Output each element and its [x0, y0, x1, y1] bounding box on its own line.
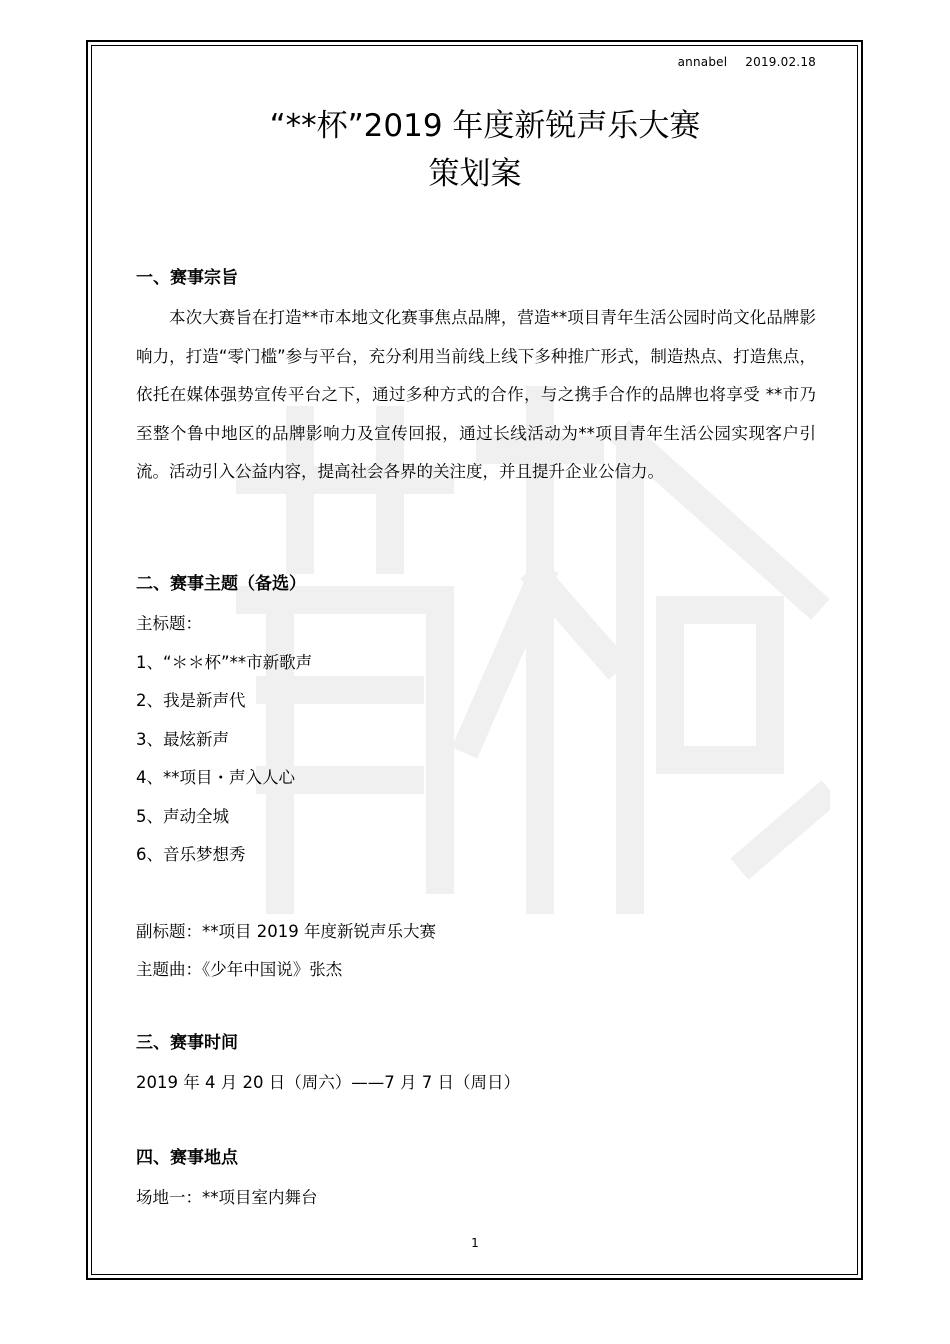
subtitle-line: 副标题：**项目 2019 年度新锐声乐大赛 — [136, 921, 436, 941]
header-meta — [678, 55, 816, 69]
event-time: 2019 年 4 月 20 日（周六）——7 月 7 日（周日） — [136, 1073, 520, 1092]
section-time — [136, 1031, 816, 1103]
list-item: 3、最炫新声 — [136, 729, 229, 749]
section-heading: 一、赛事宗旨 — [136, 268, 238, 288]
author-name: annabel — [677, 55, 728, 69]
purpose-paragraph: 本次大赛旨在打造**市本地文化赛事焦点品牌，营造**项目青年生活公园时尚文化品牌影响力，打造“零门槛”参与平台，充分利用当前线上线下多种推广形式，制造热点、打造焦点，依托在媒体强势宣传平台之下，通过多种方式的合作，与之携手合作的品牌也将享受 **市乃至整个鲁中地区的品牌影响力及宣传回报，通过长线活动为**项目青年生活公园实现客户引流。活动引入公益内容，提高社会各界的关注度，并且提升企业公信力。 — [136, 308, 816, 481]
section-heading: 二、赛事主题（备选） — [136, 574, 306, 594]
list-item: 1、“＊＊杯”**市新歌声 — [136, 652, 313, 672]
section-theme — [136, 572, 816, 990]
list-item: 4、**项目・声入人心 — [136, 768, 295, 787]
section-venue — [136, 1146, 816, 1218]
theme-song-line: 主题曲：《少年中国说》张杰 — [136, 960, 343, 979]
section-heading: 四、赛事地点 — [136, 1148, 238, 1168]
list-item: 6、音乐梦想秀 — [136, 845, 246, 864]
list-item: 5、声动全城 — [136, 806, 229, 826]
section-heading: 三、赛事时间 — [136, 1033, 238, 1053]
main-title-label: 主标题： — [136, 614, 202, 633]
list-item: 2、我是新声代 — [136, 691, 246, 710]
section-purpose — [136, 266, 816, 492]
document-title-line2: 策划案 — [428, 156, 522, 192]
document-title-line1: “**杯”2019 年度新锐声乐大赛 — [269, 108, 701, 144]
venue-line: 场地一：**项目室内舞台 — [136, 1188, 318, 1207]
document-date: 2019.02.18 — [745, 55, 816, 69]
page-number: 1 — [471, 1236, 479, 1250]
